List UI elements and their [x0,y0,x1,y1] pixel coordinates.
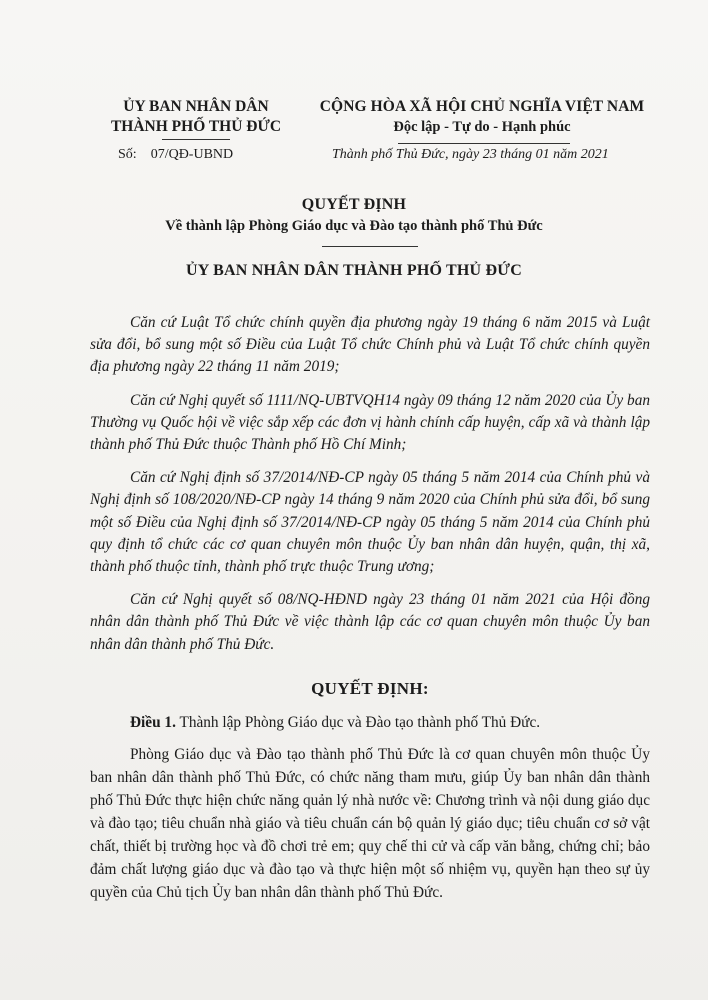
article-1-paragraph: Phòng Giáo dục và Đào tạo thành phố Thủ Đức là cơ quan chuyên môn thuộc Ủy ban nhân dân thành phố Thủ Đức, có chức năng tham mưu, giúp Ủy ban nhân dân thành phố Thủ Đức thực hiện chức năng quản lý nhà nước về: Chương trình và nội dung giáo dục và đào tạo; tiêu chuẩn nhà giáo và tiêu chuẩn cán bộ quản lý giáo dục; tiêu chuẩn cơ sở vật chất, thiết bị trường học và đồ chơi trẻ em; quy chế thi cử và cấp văn bằng, chứng chỉ; bảo đảm chất lượng giáo dục và đào tạo và thực hiện một số nhiệm vụ, quyền hạn theo sự ủy quyền của Chủ tịch Ủy ban nhân dân thành phố Thủ Đức. [90,746,650,902]
article-1-label: Điều 1. [130,714,176,732]
article-1 [90,712,650,734]
subtitle-underline [322,246,418,247]
legal-basis-2: Căn cứ Nghị quyết số 1111/NQ-UBTVQH14 ngày 09 tháng 12 năm 2020 của Ủy ban Thường vụ Quốc hội về việc sắp xếp các đơn vị hành chính cấp huyện, cấp xã và thành lập thành phố Thủ Đức thuộc Thành phố Hồ Chí Minh; [90,391,650,454]
agency-line-1: ỦY BAN NHÂN DÂN [123,98,269,115]
agency-underline [162,139,230,140]
national-motto: Độc lập - Tự do - Hạnh phúc [393,119,571,135]
document-number [118,147,233,163]
agency-line-2: THÀNH PHỐ THỦ ĐỨC [110,118,282,135]
doc-number-label: Số: [118,147,137,162]
place-date: Thành phố Thủ Đức, ngày 23 tháng 01 năm 2021 [332,147,609,162]
document-subtitle: Về thành lập Phòng Giáo dục và Đào tạo thành phố Thủ Đức [165,218,543,234]
legal-basis-4: Căn cứ Nghị quyết số 08/NQ-HĐND ngày 23 tháng 01 năm 2021 của Hội đồng nhân dân thành phố Thủ Đức về việc thành lập các cơ quan chuyên môn thuộc Ủy ban nhân dân thành phố Thủ Đức. [90,591,650,653]
legal-basis-1: Căn cứ Luật Tổ chức chính quyền địa phương ngày 19 tháng 6 năm 2015 và Luật sửa đổi, bổ sung một số Điều của Luật Tổ chức Chính phủ và Luật Tổ chức chính quyền địa phương ngày 22 tháng 11 năm 2019; [90,314,650,376]
issuing-agency [96,97,296,137]
nation-name: CỘNG HÒA XÃ HỘI CHỦ NGHĨA VIỆT NAM [319,98,645,115]
article-1-text: Thành lập Phòng Giáo dục và Đào tạo thành phố Thủ Đức. [179,714,541,732]
legal-basis-3: Căn cứ Nghị định số 37/2014/NĐ-CP ngày 05 tháng 5 năm 2014 của Chính phủ và Nghị định số 108/2020/NĐ-CP ngày 14 tháng 9 năm 2020 của Chính phủ sửa đổi, bổ sung một số Điều của Nghị định số 37/2014/NĐ-CP ngày 05 tháng 5 năm 2014 của Chính phủ quy định tổ chức các cơ quan chuyên môn thuộc Ủy ban nhân dân huyện, quận, thị xã, thành phố thuộc tỉnh, thành phố trực thuộc Trung ương; [90,469,650,576]
motto-underline [398,143,570,144]
document-body [90,312,650,904]
issuing-authority: ỦY BAN NHÂN DÂN THÀNH PHỐ THỦ ĐỨC [186,262,522,279]
decision-heading: QUYẾT ĐỊNH: [311,678,429,698]
national-header [306,97,658,137]
doc-number-value: 07/QĐ-UBND [150,147,234,162]
document-title: QUYẾT ĐỊNH [301,196,407,213]
